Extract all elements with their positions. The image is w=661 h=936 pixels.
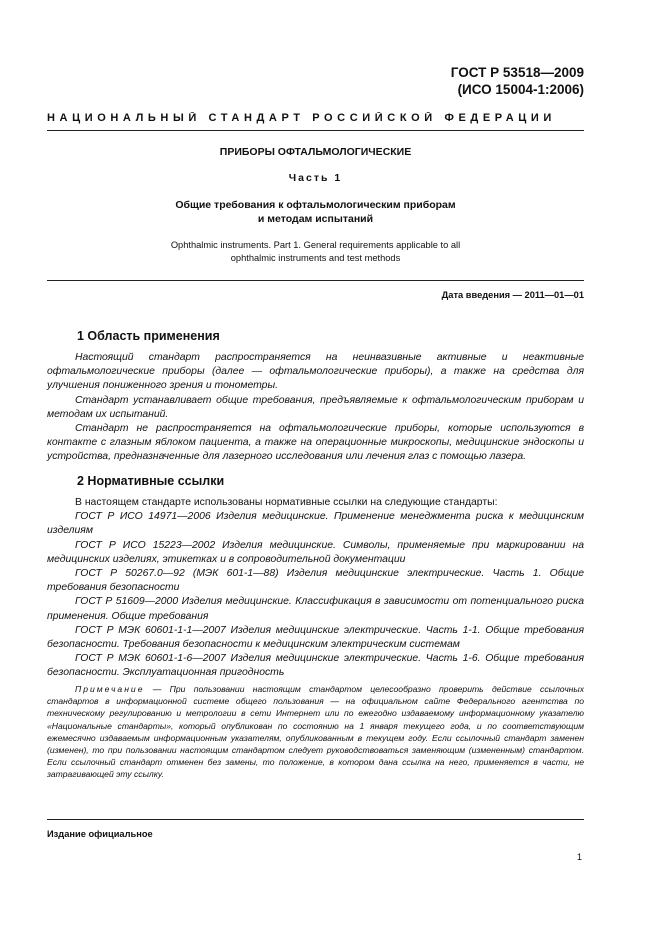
section-heading: 2 Нормативные ссылки — [77, 474, 225, 488]
national-standard-banner: НАЦИОНАЛЬНЫЙ СТАНДАРТ РОССИЙСКОЙ ФЕДЕРАЦИИ — [47, 112, 556, 124]
subtitle-line: и методам испытаний — [257, 213, 374, 225]
reference-item: ГОСТ Р МЭК 60601-1-1—2007 Изделия медицинские электрические. Часть 1-1. Общие требования безопасности. Требования безопасности к медицинским электрическим системам — [47, 624, 584, 651]
reference-item: ГОСТ Р 50267.0—92 (МЭК 601-1—88) Изделия медицинские электрические. Часть 1. Общие требования безопасности — [47, 568, 584, 594]
standard-title: ПРИБОРЫ ОФТАЛЬМОЛОГИЧЕСКИЕ — [219, 146, 412, 158]
note-text: — При пользовании настоящим стандартом целесообразно проверить действие ссылочных стандартов в информационной системе общего пользования — на официальном сайте Федерального агентства по техническому регулированию и метрологии в сети Интернет или по ежегодно издаваемому информационному указателю «Национальные стандарты», который опубликован по состоянию на 1 января текущего года, и по соответствующим ежемесячно издаваемым информационным указателям, опубликованным в текущем году. Если ссылочный стандарт заменен (изменен), то при пользовании настоящим стандартом следует руководствоваться заменяющим (измененным) стандартом. Если ссылочный стандарт отменен без замены, то положение, в котором дана ссылка на него, применяется в части, не затрагивающей эту ссылку. — [47, 684, 584, 780]
paragraph: В настоящем стандарте использованы нормативные ссылки на следующие стандарты: — [75, 497, 498, 508]
effective-date: Дата введения — 2011—01—01 — [441, 290, 584, 300]
reference-item: ГОСТ Р ИСО 15223—2002 Изделия медицинские. Символы, применяемые при маркировании на медицинских изделиях, этикетках и в сопроводительной документации — [47, 539, 584, 565]
paragraph: Настоящий стандарт распространяется на неинвазивные активные и неактивные офтальмологические приборы (далее — офтальмологические приборы), а также на средства для улучшения пониженного зрения и тонометры. — [47, 352, 584, 392]
paragraph: Стандарт устанавливает общие требования, предъявляемые к офтальмологическим приборам и методам их испытаний. — [47, 394, 584, 420]
section-heading: 1 Область применения — [77, 329, 220, 343]
date-rule — [47, 280, 584, 281]
subtitle-line: Общие требования к офтальмологическим приборам — [175, 199, 456, 211]
section-normative-references — [47, 474, 584, 681]
english-title-line: ophthalmic instruments and test methods — [230, 253, 401, 263]
standard-subtitle — [100, 198, 531, 226]
reference-item: ГОСТ Р ИСО 14971—2006 Изделия медицинские. Применение менеджмента риска к медицинским изделиям — [47, 511, 584, 537]
reference-item: ГОСТ Р МЭК 60601-1-6—2007 Изделия медицинские электрические. Часть 1-6. Общие требования безопасности. Эксплуатационная пригодность — [47, 653, 584, 679]
gost-number: ГОСТ Р 53518—2009 — [450, 65, 584, 80]
iso-number: (ИСО 15004-1:2006) — [457, 82, 584, 97]
document-code — [451, 64, 584, 98]
part-label: Часть 1 — [288, 172, 343, 184]
note — [47, 683, 584, 781]
reference-item: ГОСТ Р 51609—2000 Изделия медицинские. Классификация в зависимости от потенциального риска применения. Общие требования — [47, 596, 584, 622]
footer-rule — [47, 819, 584, 820]
english-title-line: Ophthalmic instruments. Part 1. General requirements applicable to all — [170, 240, 461, 250]
note-label: Примечание — [75, 684, 145, 694]
page-number: 1 — [576, 852, 582, 862]
paragraph: Стандарт не распространяется на офтальмологические приборы, которые используются в контакте с глазным яблоком пациента, а также на операционные микроскопы, медицинские эндоскопы и устройства, предназначенные для лазерного исследования или лечения глаз с помощью лазера. — [47, 423, 584, 463]
english-title — [100, 239, 531, 265]
header-rule — [47, 130, 584, 131]
official-edition-label: Издание официальное — [47, 829, 153, 839]
section-scope — [47, 329, 584, 465]
